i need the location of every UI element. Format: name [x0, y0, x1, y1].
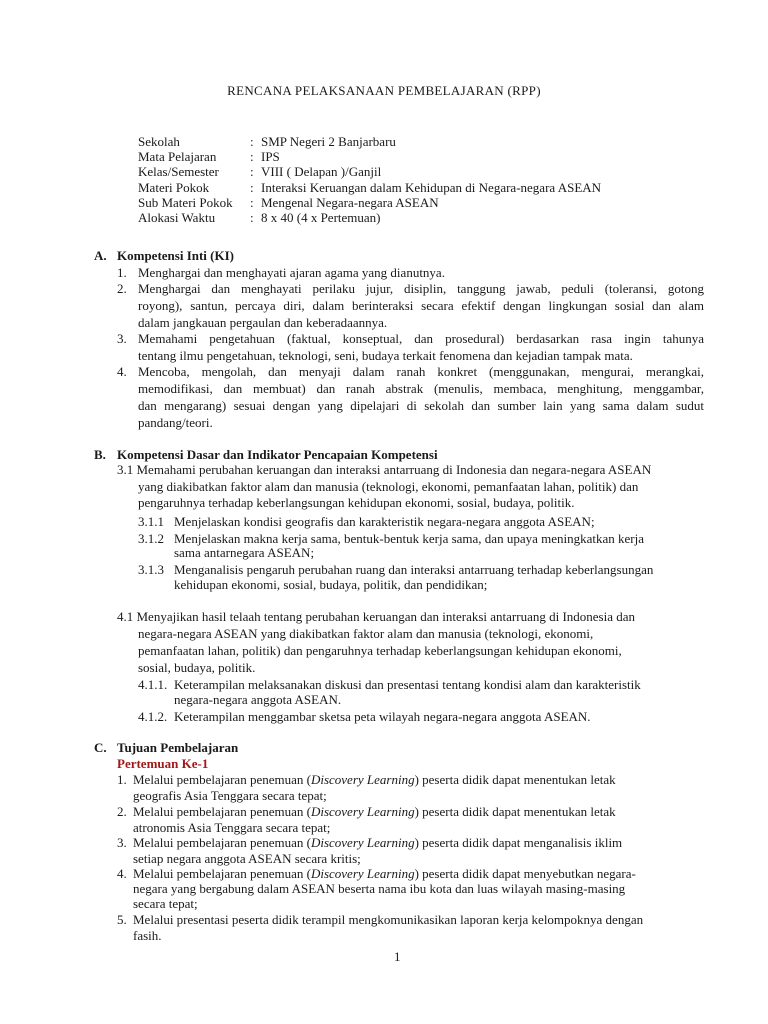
kd-line: yang diakibatkan faktor alam dan manusia (teknologi, ekonomi, pemanfaatan lahan, politik) dan — [138, 479, 639, 494]
kd-line: sosial, budaya, politik. — [138, 660, 256, 675]
objective-number: 1. — [117, 772, 127, 787]
objective-text: Melalui pembelajaran penemuan ( — [133, 772, 311, 787]
kd-line: negara-negara ASEAN yang diakibatkan faktor alam dan manusia (teknologi, ekonomi, — [138, 626, 594, 641]
indicator-line: sama antarnegara ASEAN; — [174, 545, 315, 560]
info-label: Sub Materi Pokok — [138, 195, 233, 210]
document-title: RENCANA PELAKSANAAN PEMBELAJARAN (RPP) — [227, 83, 541, 98]
objective-line — [133, 866, 636, 882]
objective-text: Melalui pembelajaran penemuan ( — [133, 804, 311, 819]
info-colon: : — [250, 195, 254, 210]
objective-number: 4. — [117, 866, 127, 881]
info-colon: : — [250, 149, 254, 164]
section-a-letter: A. — [94, 248, 107, 263]
ki-number: 2. — [117, 281, 127, 296]
indicator-line: Keterampilan melaksanakan diskusi dan presentasi tentang kondisi alam dan karakteristik — [174, 677, 641, 692]
ki-number: 1. — [117, 265, 127, 280]
section-a-heading: Kompetensi Inti (KI) — [117, 248, 234, 263]
ki-line: dalam jangkauan pergaulan dan keberadaannya. — [138, 315, 388, 330]
indicator-number: 3.1.2 — [138, 531, 164, 546]
ki-line: pandang/teori. — [138, 415, 213, 430]
info-value: IPS — [261, 149, 280, 164]
objective-text: ) peserta didik dapat menentukan letak — [414, 772, 616, 787]
indicator-line: Keterampilan menggambar sketsa peta wilayah negara-negara anggota ASEAN. — [174, 709, 591, 724]
objective-emphasis: Discovery Learning — [310, 835, 415, 850]
objective-emphasis: Discovery Learning — [310, 772, 415, 787]
objective-line — [133, 772, 616, 788]
ki-line: memodifikasi, dan membuat) dan ranah abstrak (menulis, membaca, menghitung, menggambar, — [138, 381, 704, 396]
indicator-line: kehidupan ekonomi, sosial, budaya, politik, dan pendidikan; — [174, 577, 488, 592]
indicator-number: 3.1.1 — [138, 514, 164, 529]
section-c-letter: C. — [94, 740, 107, 755]
indicator-number: 4.1.2. — [138, 709, 168, 724]
info-label: Materi Pokok — [138, 180, 210, 195]
info-label: Kelas/Semester — [138, 164, 219, 179]
ki-line: tentang ilmu pengetahuan, teknologi, seni, budaya terkait fenomena dan kejadian tampak mata. — [138, 348, 633, 363]
kd-line: pemanfaatan lahan, politik) dan pengaruhnya terhadap keberlangsungan kehidupan ekonomi, — [138, 643, 622, 658]
info-colon: : — [250, 134, 254, 149]
objective-line — [133, 835, 622, 851]
ki-line: royong), santun, percaya diri, dalam berinteraksi secara efektif dengan lingkungan sosial dan alam — [138, 298, 704, 313]
info-value: Interaksi Keruangan dalam Kehidupan di Negara-negara ASEAN — [261, 180, 602, 195]
kd-line: 3.1 Memahami perubahan keruangan dan interaksi antarruang di Indonesia dan negara-negara ASEAN — [117, 462, 652, 477]
indicator-line: negara-negara anggota ASEAN. — [174, 692, 342, 707]
objective-emphasis: Discovery Learning — [310, 804, 415, 819]
ki-line: Memahami pengetahuan (faktual, konseptual, dan prosedural) berdasarkan rasa ingin tahunya — [138, 331, 704, 346]
indicator-line: Menjelaskan kondisi geografis dan karakteristik negara-negara anggota ASEAN; — [174, 514, 595, 529]
kd-line: pengaruhnya terhadap keberlangsungan kehidupan ekonomi, sosial, budaya, politik. — [138, 495, 575, 510]
objective-line: negara yang bergabung dalam ASEAN beserta nama ibu kota dan luas wilayah masing-masing — [133, 881, 626, 896]
meeting-heading: Pertemuan Ke-1 — [117, 756, 209, 771]
indicator-line: Menganalisis pengaruh perubahan ruang dan interaksi antarruang terhadap keberlangsungan — [174, 562, 654, 577]
objective-number: 2. — [117, 804, 127, 819]
objective-text: Melalui pembelajaran penemuan ( — [133, 866, 311, 881]
info-colon: : — [250, 210, 254, 225]
objective-number: 5. — [117, 912, 127, 927]
ki-line: Menghargai dan menghayati perilaku jujur, disiplin, tanggung jawab, peduli (toleransi, gotong — [138, 281, 704, 296]
objective-line: Melalui presentasi peserta didik terampil mengkomunikasikan laporan kerja kelompoknya dengan — [133, 912, 644, 927]
objective-text: ) peserta didik dapat menganalisis iklim — [414, 835, 623, 850]
objective-text: ) peserta didik dapat menyebutkan negara- — [414, 866, 636, 881]
ki-line: Menghargai dan menghayati ajaran agama yang dianutnya. — [138, 265, 445, 280]
objective-number: 3. — [117, 835, 127, 850]
kd-line: 4.1 Menyajikan hasil telaah tentang perubahan keruangan dan interaksi antarruang di Indonesia dan — [117, 609, 636, 624]
objective-line: setiap negara anggota ASEAN secara kritis; — [133, 851, 361, 866]
objective-text: ) peserta didik dapat menentukan letak — [414, 804, 616, 819]
objective-line: secara tepat; — [133, 896, 198, 911]
objective-line: geografis Asia Tenggara secara tepat; — [133, 788, 327, 803]
info-colon: : — [250, 164, 254, 179]
objective-line — [133, 804, 616, 820]
info-label: Sekolah — [138, 134, 180, 149]
ki-line: dan mengarang) sesuai dengan yang dipelajari di sekolah dan sumber lain yang sama dalam sudut — [138, 398, 704, 413]
info-value: 8 x 40 (4 x Pertemuan) — [261, 210, 381, 225]
info-label: Mata Pelajaran — [138, 149, 217, 164]
objective-text: Melalui pembelajaran penemuan ( — [133, 835, 311, 850]
objective-line: fasih. — [133, 928, 162, 943]
ki-line: Mencoba, mengolah, dan menyaji dalam ranah konkret (menggunakan, mengurai, merangkai, — [138, 364, 704, 379]
info-label: Alokasi Waktu — [138, 210, 216, 225]
section-c-heading: Tujuan Pembelajaran — [117, 740, 239, 755]
objective-emphasis: Discovery Learning — [310, 866, 415, 881]
indicator-number: 3.1.3 — [138, 562, 164, 577]
info-colon: : — [250, 180, 254, 195]
ki-number: 3. — [117, 331, 127, 346]
indicator-line: Menjelaskan makna kerja sama, bentuk-bentuk kerja sama, dan upaya meningkatkan kerja — [174, 531, 644, 546]
info-value: VIII ( Delapan )/Ganjil — [261, 164, 382, 179]
info-value: Mengenal Negara-negara ASEAN — [261, 195, 439, 210]
section-b-heading: Kompetensi Dasar dan Indikator Pencapaian Kompetensi — [117, 447, 438, 462]
objective-line: atronomis Asia Tenggara secara tepat; — [133, 820, 331, 835]
indicator-number: 4.1.1. — [138, 677, 168, 692]
ki-number: 4. — [117, 364, 127, 379]
info-value: SMP Negeri 2 Banjarbaru — [261, 134, 396, 149]
section-b-letter: B. — [94, 447, 106, 462]
page-number: 1 — [394, 949, 401, 964]
